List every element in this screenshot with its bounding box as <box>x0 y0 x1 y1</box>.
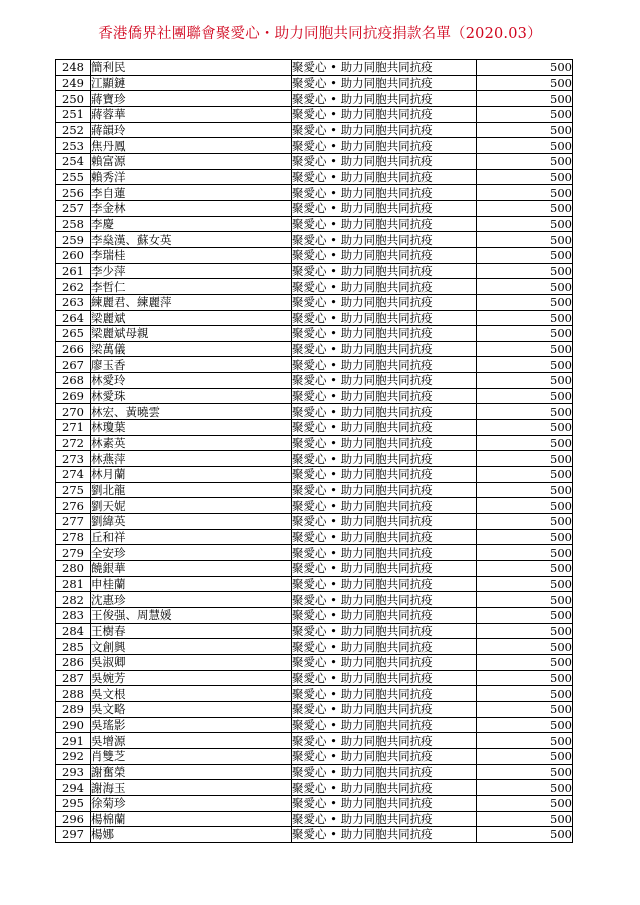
program-name: 聚愛心 • 助力同胞共同抗疫 <box>292 514 477 530</box>
table-row <box>56 576 573 592</box>
row-number: 251 <box>56 106 91 122</box>
program-name: 聚愛心 • 助力同胞共同抗疫 <box>292 435 477 451</box>
row-number: 264 <box>56 310 91 326</box>
donation-amount: 500 <box>477 733 573 749</box>
table-row <box>56 529 573 545</box>
program-name: 聚愛心 • 助力同胞共同抗疫 <box>292 561 477 577</box>
donation-amount: 500 <box>477 153 573 169</box>
program-name: 聚愛心 • 助力同胞共同抗疫 <box>292 670 477 686</box>
table-row <box>56 185 573 201</box>
row-number: 261 <box>56 263 91 279</box>
table-row <box>56 153 573 169</box>
program-name: 聚愛心 • 助力同胞共同抗疫 <box>292 75 477 91</box>
donor-name: 文創興 <box>91 639 292 655</box>
row-number: 268 <box>56 373 91 389</box>
table-row <box>56 623 573 639</box>
donor-name: 吳文根 <box>91 686 292 702</box>
program-name: 聚愛心 • 助力同胞共同抗疫 <box>292 373 477 389</box>
donation-amount: 500 <box>477 435 573 451</box>
table-row <box>56 811 573 827</box>
donor-name: 吳文略 <box>91 701 292 717</box>
table-row <box>56 138 573 154</box>
program-name: 聚愛心 • 助力同胞共同抗疫 <box>292 623 477 639</box>
donor-name: 賴富源 <box>91 153 292 169</box>
donation-amount: 500 <box>477 185 573 201</box>
donor-name: 王俊强、周慧媛 <box>91 607 292 623</box>
row-number: 287 <box>56 670 91 686</box>
row-number: 252 <box>56 122 91 138</box>
table-row <box>56 764 573 780</box>
row-number: 258 <box>56 216 91 232</box>
program-name: 聚愛心 • 助力同胞共同抗疫 <box>292 185 477 201</box>
table-row <box>56 263 573 279</box>
donation-amount: 500 <box>477 467 573 483</box>
table-row <box>56 60 573 76</box>
donor-name: 林愛玲 <box>91 373 292 389</box>
row-number: 265 <box>56 326 91 342</box>
table-row <box>56 654 573 670</box>
donation-amount: 500 <box>477 764 573 780</box>
table-row <box>56 404 573 420</box>
donation-amount: 500 <box>477 169 573 185</box>
donor-name: 簡利民 <box>91 60 292 76</box>
donor-name: 吳淑卿 <box>91 654 292 670</box>
table-row <box>56 106 573 122</box>
row-number: 248 <box>56 60 91 76</box>
donor-name: 梁麗斌母親 <box>91 326 292 342</box>
donor-name: 林瓊葉 <box>91 420 292 436</box>
row-number: 253 <box>56 138 91 154</box>
donor-name: 江顯鏈 <box>91 75 292 91</box>
program-name: 聚愛心 • 助力同胞共同抗疫 <box>292 420 477 436</box>
donation-amount: 500 <box>477 420 573 436</box>
row-number: 281 <box>56 576 91 592</box>
table-row <box>56 451 573 467</box>
table-row <box>56 795 573 811</box>
donor-name: 全安珍 <box>91 545 292 561</box>
program-name: 聚愛心 • 助力同胞共同抗疫 <box>292 106 477 122</box>
table-row <box>56 122 573 138</box>
donation-amount: 500 <box>477 639 573 655</box>
program-name: 聚愛心 • 助力同胞共同抗疫 <box>292 388 477 404</box>
row-number: 280 <box>56 561 91 577</box>
donation-amount: 500 <box>477 686 573 702</box>
donor-name: 梁麗斌 <box>91 310 292 326</box>
donation-amount: 500 <box>477 748 573 764</box>
donation-amount: 500 <box>477 404 573 420</box>
donor-name: 楊娜 <box>91 827 292 843</box>
donor-name: 林宏、黃曉雲 <box>91 404 292 420</box>
donation-table <box>55 59 573 843</box>
table-row <box>56 482 573 498</box>
program-name: 聚愛心 • 助力同胞共同抗疫 <box>292 60 477 76</box>
row-number: 256 <box>56 185 91 201</box>
donation-amount: 500 <box>477 514 573 530</box>
donor-name: 林月蘭 <box>91 467 292 483</box>
donation-amount: 500 <box>477 388 573 404</box>
table-row <box>56 357 573 373</box>
table-row <box>56 827 573 843</box>
table-row <box>56 75 573 91</box>
donation-amount: 500 <box>477 545 573 561</box>
donor-name: 丘和祥 <box>91 529 292 545</box>
program-name: 聚愛心 • 助力同胞共同抗疫 <box>292 639 477 655</box>
donation-amount: 500 <box>477 326 573 342</box>
program-name: 聚愛心 • 助力同胞共同抗疫 <box>292 216 477 232</box>
program-name: 聚愛心 • 助力同胞共同抗疫 <box>292 545 477 561</box>
donor-name: 吳增源 <box>91 733 292 749</box>
row-number: 286 <box>56 654 91 670</box>
donor-name: 梁萬儀 <box>91 341 292 357</box>
table-row <box>56 294 573 310</box>
row-number: 278 <box>56 529 91 545</box>
donation-amount: 500 <box>477 811 573 827</box>
row-number: 255 <box>56 169 91 185</box>
program-name: 聚愛心 • 助力同胞共同抗疫 <box>292 764 477 780</box>
program-name: 聚愛心 • 助力同胞共同抗疫 <box>292 404 477 420</box>
row-number: 294 <box>56 780 91 796</box>
program-name: 聚愛心 • 助力同胞共同抗疫 <box>292 498 477 514</box>
donation-amount: 500 <box>477 138 573 154</box>
donation-amount: 500 <box>477 341 573 357</box>
donor-name: 練麗君、練麗萍 <box>91 294 292 310</box>
program-name: 聚愛心 • 助力同胞共同抗疫 <box>292 748 477 764</box>
donor-name: 蔣韻玲 <box>91 122 292 138</box>
table-row <box>56 200 573 216</box>
table-row <box>56 169 573 185</box>
table-row <box>56 388 573 404</box>
program-name: 聚愛心 • 助力同胞共同抗疫 <box>292 795 477 811</box>
row-number: 267 <box>56 357 91 373</box>
donation-amount: 500 <box>477 795 573 811</box>
table-row <box>56 420 573 436</box>
program-name: 聚愛心 • 助力同胞共同抗疫 <box>292 467 477 483</box>
donation-amount: 500 <box>477 279 573 295</box>
donor-name: 吳瑤影 <box>91 717 292 733</box>
program-name: 聚愛心 • 助力同胞共同抗疫 <box>292 576 477 592</box>
donor-name: 肖雙芝 <box>91 748 292 764</box>
donation-amount: 500 <box>477 654 573 670</box>
donor-name: 李慶 <box>91 216 292 232</box>
donation-amount: 500 <box>477 200 573 216</box>
donor-name: 李金林 <box>91 200 292 216</box>
program-name: 聚愛心 • 助力同胞共同抗疫 <box>292 451 477 467</box>
donor-name: 蔣蓉華 <box>91 106 292 122</box>
donation-amount: 500 <box>477 717 573 733</box>
program-name: 聚愛心 • 助力同胞共同抗疫 <box>292 247 477 263</box>
donor-name: 李自蓮 <box>91 185 292 201</box>
donor-name: 林燕萍 <box>91 451 292 467</box>
program-name: 聚愛心 • 助力同胞共同抗疫 <box>292 654 477 670</box>
table-row <box>56 467 573 483</box>
table-row <box>56 561 573 577</box>
donation-amount: 500 <box>477 623 573 639</box>
donation-amount: 500 <box>477 310 573 326</box>
row-number: 296 <box>56 811 91 827</box>
row-number: 271 <box>56 420 91 436</box>
donation-amount: 500 <box>477 592 573 608</box>
program-name: 聚愛心 • 助力同胞共同抗疫 <box>292 717 477 733</box>
donor-name: 劉緯英 <box>91 514 292 530</box>
table-row <box>56 514 573 530</box>
row-number: 272 <box>56 435 91 451</box>
program-name: 聚愛心 • 助力同胞共同抗疫 <box>292 607 477 623</box>
donation-amount: 500 <box>477 106 573 122</box>
row-number: 291 <box>56 733 91 749</box>
row-number: 266 <box>56 341 91 357</box>
program-name: 聚愛心 • 助力同胞共同抗疫 <box>292 153 477 169</box>
table-row <box>56 639 573 655</box>
donation-amount: 500 <box>477 670 573 686</box>
program-name: 聚愛心 • 助力同胞共同抗疫 <box>292 733 477 749</box>
table-row <box>56 279 573 295</box>
donation-amount: 500 <box>477 122 573 138</box>
row-number: 285 <box>56 639 91 655</box>
program-name: 聚愛心 • 助力同胞共同抗疫 <box>292 91 477 107</box>
table-row <box>56 545 573 561</box>
row-number: 260 <box>56 247 91 263</box>
program-name: 聚愛心 • 助力同胞共同抗疫 <box>292 326 477 342</box>
table-row <box>56 310 573 326</box>
donation-amount: 500 <box>477 482 573 498</box>
donor-name: 沈惠珍 <box>91 592 292 608</box>
row-number: 275 <box>56 482 91 498</box>
donor-name: 廖玉香 <box>91 357 292 373</box>
row-number: 282 <box>56 592 91 608</box>
row-number: 279 <box>56 545 91 561</box>
donation-amount: 500 <box>477 576 573 592</box>
row-number: 249 <box>56 75 91 91</box>
donor-name: 楊棉蘭 <box>91 811 292 827</box>
donor-name: 李瑞桂 <box>91 247 292 263</box>
row-number: 277 <box>56 514 91 530</box>
donation-amount: 500 <box>477 232 573 248</box>
table-row <box>56 748 573 764</box>
table-row <box>56 216 573 232</box>
program-name: 聚愛心 • 助力同胞共同抗疫 <box>292 263 477 279</box>
table-row <box>56 733 573 749</box>
table-row <box>56 91 573 107</box>
donor-name: 王樹春 <box>91 623 292 639</box>
program-name: 聚愛心 • 助力同胞共同抗疫 <box>292 827 477 843</box>
row-number: 284 <box>56 623 91 639</box>
table-row <box>56 498 573 514</box>
program-name: 聚愛心 • 助力同胞共同抗疫 <box>292 232 477 248</box>
table-row <box>56 341 573 357</box>
donor-name: 林愛珠 <box>91 388 292 404</box>
donation-amount: 500 <box>477 294 573 310</box>
table-row <box>56 232 573 248</box>
table-row <box>56 247 573 263</box>
row-number: 290 <box>56 717 91 733</box>
donor-name: 劉天妮 <box>91 498 292 514</box>
table-row <box>56 670 573 686</box>
program-name: 聚愛心 • 助力同胞共同抗疫 <box>292 357 477 373</box>
row-number: 283 <box>56 607 91 623</box>
table-row <box>56 717 573 733</box>
page-title: 香港僑界社團聯會聚愛心・助力同胞共同抗疫捐款名單（2020.03） <box>98 26 542 42</box>
table-row <box>56 373 573 389</box>
donation-amount: 500 <box>477 780 573 796</box>
donor-name: 蔣寶珍 <box>91 91 292 107</box>
row-number: 274 <box>56 467 91 483</box>
program-name: 聚愛心 • 助力同胞共同抗疫 <box>292 200 477 216</box>
row-number: 259 <box>56 232 91 248</box>
program-name: 聚愛心 • 助力同胞共同抗疫 <box>292 482 477 498</box>
table-row <box>56 686 573 702</box>
donor-name: 吳婉芳 <box>91 670 292 686</box>
donation-amount: 500 <box>477 60 573 76</box>
program-name: 聚愛心 • 助力同胞共同抗疫 <box>292 310 477 326</box>
row-number: 250 <box>56 91 91 107</box>
program-name: 聚愛心 • 助力同胞共同抗疫 <box>292 701 477 717</box>
row-number: 262 <box>56 279 91 295</box>
row-number: 292 <box>56 748 91 764</box>
program-name: 聚愛心 • 助力同胞共同抗疫 <box>292 529 477 545</box>
donation-amount: 500 <box>477 263 573 279</box>
row-number: 276 <box>56 498 91 514</box>
row-number: 254 <box>56 153 91 169</box>
row-number: 289 <box>56 701 91 717</box>
donation-amount: 500 <box>477 91 573 107</box>
row-number: 297 <box>56 827 91 843</box>
program-name: 聚愛心 • 助力同胞共同抗疫 <box>292 279 477 295</box>
table-row <box>56 780 573 796</box>
donor-name: 賴秀洋 <box>91 169 292 185</box>
program-name: 聚愛心 • 助力同胞共同抗疫 <box>292 294 477 310</box>
donation-table-body <box>56 60 573 843</box>
donation-amount: 500 <box>477 451 573 467</box>
donation-amount: 500 <box>477 561 573 577</box>
donation-amount: 500 <box>477 247 573 263</box>
donation-amount: 500 <box>477 357 573 373</box>
donor-name: 謝海玉 <box>91 780 292 796</box>
table-row <box>56 435 573 451</box>
program-name: 聚愛心 • 助力同胞共同抗疫 <box>292 169 477 185</box>
donor-name: 申桂蘭 <box>91 576 292 592</box>
program-name: 聚愛心 • 助力同胞共同抗疫 <box>292 341 477 357</box>
program-name: 聚愛心 • 助力同胞共同抗疫 <box>292 686 477 702</box>
table-row <box>56 607 573 623</box>
donor-name: 李哲仁 <box>91 279 292 295</box>
program-name: 聚愛心 • 助力同胞共同抗疫 <box>292 122 477 138</box>
program-name: 聚愛心 • 助力同胞共同抗疫 <box>292 138 477 154</box>
donor-name: 焦丹鳳 <box>91 138 292 154</box>
donation-amount: 500 <box>477 827 573 843</box>
donation-amount: 500 <box>477 373 573 389</box>
donor-name: 饒銀華 <box>91 561 292 577</box>
donor-name: 劉北龍 <box>91 482 292 498</box>
row-number: 270 <box>56 404 91 420</box>
table-row <box>56 592 573 608</box>
row-number: 263 <box>56 294 91 310</box>
row-number: 293 <box>56 764 91 780</box>
program-name: 聚愛心 • 助力同胞共同抗疫 <box>292 592 477 608</box>
donor-name: 李燊漢、蘇女英 <box>91 232 292 248</box>
row-number: 295 <box>56 795 91 811</box>
donor-name: 李少萍 <box>91 263 292 279</box>
donation-amount: 500 <box>477 75 573 91</box>
row-number: 273 <box>56 451 91 467</box>
donation-amount: 500 <box>477 701 573 717</box>
donation-amount: 500 <box>477 607 573 623</box>
table-row <box>56 326 573 342</box>
donation-amount: 500 <box>477 529 573 545</box>
donor-name: 徐菊珍 <box>91 795 292 811</box>
donor-name: 謝奮榮 <box>91 764 292 780</box>
row-number: 269 <box>56 388 91 404</box>
program-name: 聚愛心 • 助力同胞共同抗疫 <box>292 811 477 827</box>
program-name: 聚愛心 • 助力同胞共同抗疫 <box>292 780 477 796</box>
donor-name: 林素英 <box>91 435 292 451</box>
row-number: 288 <box>56 686 91 702</box>
donation-amount: 500 <box>477 498 573 514</box>
table-row <box>56 701 573 717</box>
donation-amount: 500 <box>477 216 573 232</box>
row-number: 257 <box>56 200 91 216</box>
